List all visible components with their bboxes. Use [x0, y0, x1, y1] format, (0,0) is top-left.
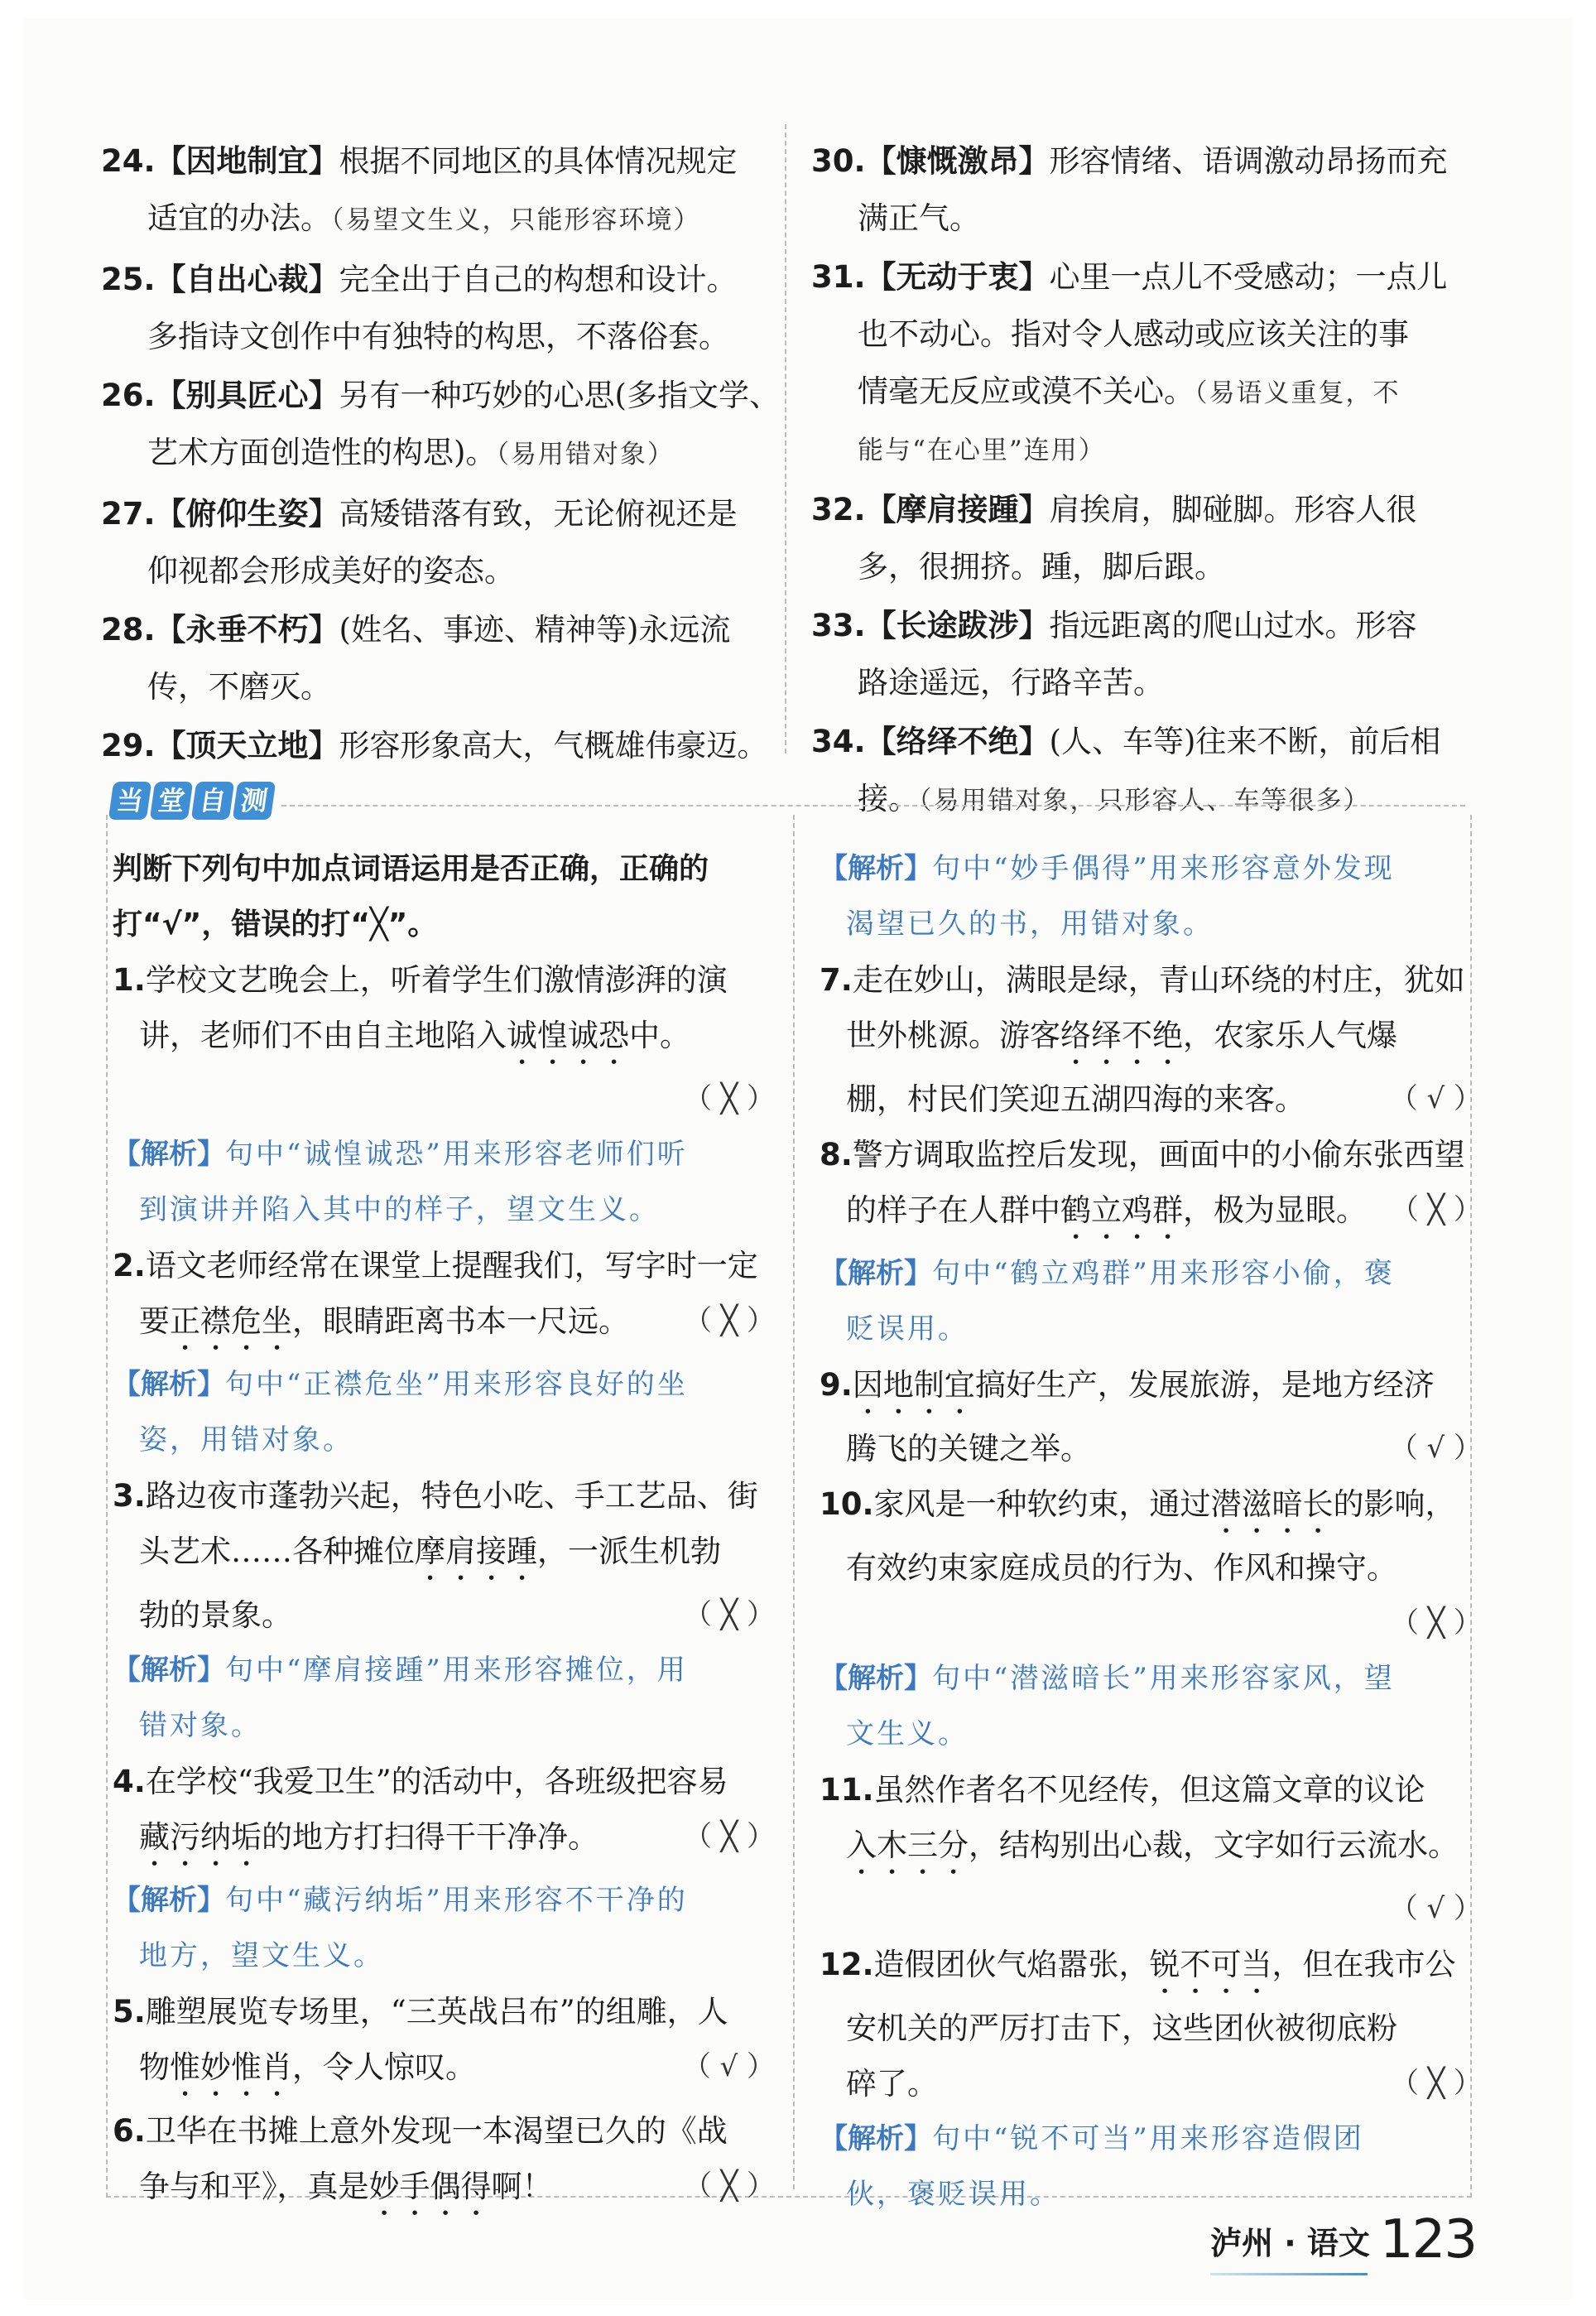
page-number: 123 [1379, 2209, 1477, 2270]
definition-item: 27.【俯仰生姿】高矮错落有致，无论俯视还是 仰视都会形成美好的姿态。 [101, 495, 738, 589]
section-top-border [281, 805, 1465, 807]
definitions-right [811, 132, 1498, 831]
answer-mark: （ ╳ ） [683, 2169, 775, 2203]
definition-item: 24.【因地制宜】根据不同地区的具体情况规定 适宜的办法。（易望文生义，只能形容环境） [101, 142, 738, 236]
footer-subject: 泸州 · 语文 [1210, 2224, 1370, 2261]
question-item: 6.卫华在书摊上意外发现一本渴望已久的《战 争与和平》，真是妙手偶得啊！ （ ╳ ） [113, 2103, 775, 2222]
definition-item: 28.【永垂不朽】(姓名、事迹、精神等)永远流 传，不磨灭。 [101, 611, 731, 705]
definition-item: 29.【顶天立地】形容形象高大，气概雄伟豪迈。 [101, 727, 768, 763]
questions-left [113, 841, 775, 2222]
answer-mark: （ ╳ ） [683, 1304, 775, 1337]
analysis: 【解析】句中“诚惶诚恐”用来形容老师们听 到演讲并陷入其中的样子，望文生义。 [113, 1138, 688, 1226]
question-item: 2.语文老师经常在课堂上提醒我们，写字时一定 要正襟危坐，眼睛距离书本一尺远。 （ ╳ ） [113, 1238, 775, 1357]
column-divider [793, 815, 795, 2189]
answer-mark: （ √ ） [1389, 1432, 1482, 1465]
definition-item: 34.【络绎不绝】(人、车等)往来不断，前后相 接。（易用错对象，只形容人、车等很多） [811, 723, 1441, 816]
answer-mark: （ ╳ ） [683, 1820, 775, 1853]
answer-mark: （ ╳ ） [1390, 1606, 1482, 1639]
definition-item: 31.【无动于衷】心里一点儿不受感动；一点儿 也不动心。指对令人感动或应该关注的事 情毫无反应或漠不关心。（易语义重复，不 能与“在心里”连用） [811, 258, 1448, 465]
banner-char: 堂 [150, 782, 193, 820]
analysis: 【解析】句中“妙手偶得”用来形容意外发现 渴望已久的书，用错对象。 [820, 852, 1395, 941]
banner-char: 当 [108, 782, 151, 820]
question-item: 9.因地制宜搞好生产，发展旅游，是地方经济 腾飞的关键之举。 （ √ ） [820, 1357, 1482, 1476]
analysis: 【解析】句中“正襟危坐”用来形容良好的坐 姿，用错对象。 [113, 1368, 688, 1457]
question-item: 3.路边夜市蓬勃兴起，特色小吃、手工艺品、街 头艺术……各种摊位摩肩接踵，一派生机勃 勃的景象。 （ ╳ ） [113, 1468, 775, 1643]
question-item: 11.虽然作者名不见经传，但这篇文章的议论 入木三分，结构别出心裁，文字如行云流水。 （ √ ） [820, 1762, 1482, 1937]
definitions-left [101, 132, 788, 776]
analysis: 【解析】句中“鹤立鸡群”用来形容小偷，褒 贬误用。 [820, 1257, 1395, 1346]
questions-right [820, 841, 1482, 2222]
answer-mark: （ ╳ ） [683, 1598, 775, 1631]
analysis: 【解析】句中“潜滋暗长”用来形容家风，望 文生义。 [820, 1662, 1395, 1750]
question-item: 10.家风是一种软约束，通过潜滋暗长的影响， 有效约束家庭成员的行为、作风和操守。 （ ╳ ） [820, 1476, 1482, 1651]
definition-item: 25.【自出心裁】完全出于自己的构想和设计。 多指诗文创作中有独特的构思，不落俗套。 [101, 261, 738, 354]
answer-mark: （ √ ） [1389, 1082, 1482, 1115]
definition-item: 26.【别具匠心】另有一种巧妙的心思(多指文学、 艺术方面创造性的构思)。（易用错对象） [101, 377, 780, 470]
question-item: 1.学校文艺晚会上，听着学生们激情澎湃的演 讲，老师们不由自主地陷入诚惶诚恐中。 （ ╳ ） [113, 952, 775, 1127]
banner-char: 测 [233, 782, 276, 820]
definition-item: 33.【长途跋涉】指远距离的爬山过水。形容 路途遥远，行路辛苦。 [811, 607, 1417, 701]
question-item: 8.警方调取监控后发现，画面中的小偷东张西望 的样子在人群中鹤立鸡群，极为显眼。 （ ╳ ） [820, 1127, 1482, 1246]
definition-item: 32.【摩肩接踵】肩挨肩，脚碰脚。形容人很 多，很拥挤。踵，脚后跟。 [811, 491, 1417, 585]
column-divider [785, 124, 786, 754]
answer-mark: （ ╳ ） [1390, 1193, 1482, 1226]
banner-char: 自 [191, 782, 234, 820]
answer-mark: （ ╳ ） [683, 1082, 775, 1115]
footer-underline [1210, 2273, 1368, 2275]
question-item: 7.走在妙山，满眼是绿，青山环绕的村庄，犹如 世外桃源。游客络绎不绝，农家乐人气爆 棚，村民们笑迎五湖四海的来客。 （ √ ） [820, 952, 1482, 1127]
page-footer [1210, 2207, 1476, 2273]
instruction: 判断下列句中加点词语运用是否正确，正确的 打“√”，错误的打“╳”。 [113, 852, 709, 941]
question-item: 4.在学校“我爱卫生”的活动中，各班级把容易 藏污纳垢的地方打扫得干干净净。 （ ╳ ） [113, 1754, 775, 1873]
question-item: 5.雕塑展览专场里，“三英战吕布”的组雕，人 物惟妙惟肖，令人惊叹。 （ √ ） [113, 1984, 775, 2103]
answer-mark: （ √ ） [682, 2050, 775, 2083]
question-item: 12.造假团伙气焰嚣张，锐不可当，但在我市公 安机关的严厉打击下，这些团伙被彻底粉 碎了。 （ ╳ ） [820, 1937, 1482, 2111]
analysis: 【解析】句中“摩肩接踵”用来形容摊位，用 错对象。 [113, 1654, 688, 1742]
analysis: 【解析】句中“锐不可当”用来形容造假团 伙，褒贬误用。 [820, 2122, 1364, 2211]
answer-mark: （ √ ） [1389, 1892, 1482, 1925]
definition-item: 30.【慷慨激昂】形容情绪、语调激动昂扬而充 满正气。 [811, 142, 1448, 236]
analysis: 【解析】句中“藏污纳垢”用来形容不干净的 地方，望文生义。 [113, 1884, 688, 1972]
answer-mark: （ ╳ ） [1390, 2067, 1482, 2100]
